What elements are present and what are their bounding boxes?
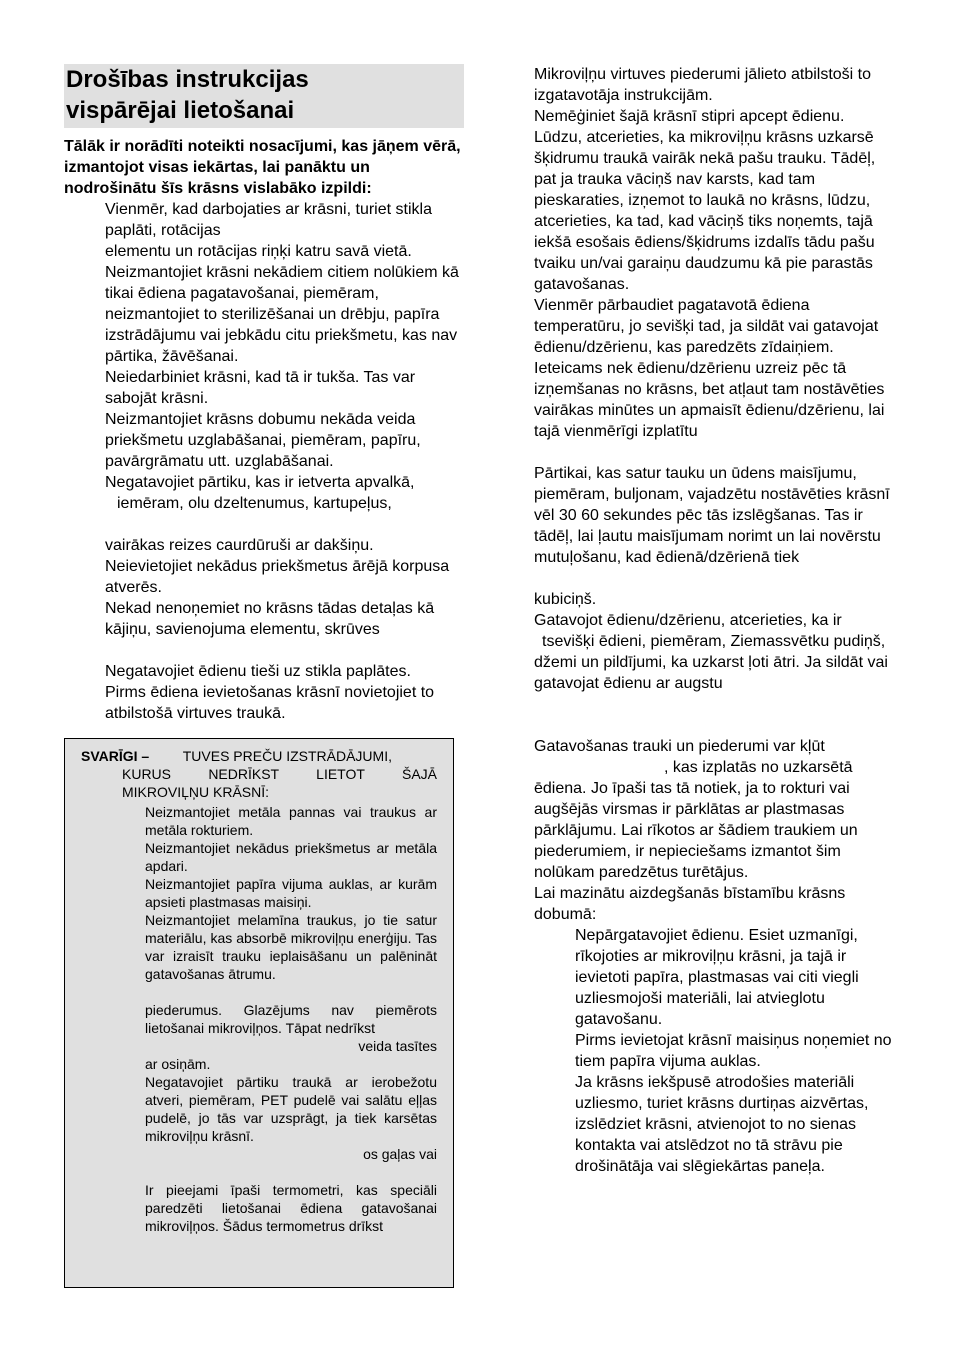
- paragraph: Mikroviļņu virtuves piederumi jālieto atbilstoši to izgatavotāja instrukcijām.: [534, 66, 872, 104]
- notice-item: Neizmantojiet nekādus priekšmetus ar metāla apdari.: [145, 840, 437, 874]
- notice-item: Neizmantojiet metāla pannas vai traukus ar metāla rokturiem.: [145, 804, 437, 838]
- left-column: [64, 64, 464, 724]
- notice-item: veida tasītes: [358, 1038, 437, 1054]
- list-item: iemēram, olu dzeltenumus, kartupeļus,: [117, 495, 392, 512]
- notice-title-line-1: TUVES PREČU IZSTRĀDĀJUMI,: [182, 748, 392, 764]
- paragraph: Gatavojot ēdienu/dzērienu, atcerieties, ka ir: [534, 612, 842, 629]
- fire-safety-list: [534, 925, 894, 1177]
- important-notice-box: [64, 738, 454, 1288]
- heading-line-1: Drošības instrukcijas: [66, 66, 309, 93]
- right-column: [534, 64, 894, 1177]
- notice-item: Negatavojiet pārtiku traukā ar ierobežotu atveri, piemēram, PET pudelē vai salātu eļļas pudelē, jo tās var uzsprāgt, ja tiek karsētas mikroviļņu krāsnī.: [145, 1074, 437, 1144]
- notice-item: Neizmantojiet papīra vijuma auklas, ar kurām apsieti plastmasas maisiņi.: [145, 876, 437, 910]
- paragraph: , kas izplatās no uzkarsētā ēdiena. Jo īpaši tas tā notiek, ja to rokturi vai augšējās virsmas ir pārklātas ar plastmasas pārklājumu. Lai rīkotos ar šādiem traukiem un piederumiem, ir nepieciešams izmantot šim nolūkam paredzētus turētājus.: [534, 759, 858, 881]
- notice-title-line-3: MIKROVIĻŅU KRĀSNĪ:: [122, 784, 270, 800]
- list-item: Neievietojiet nekādus priekšmetus ārējā korpusa atverēs.: [105, 558, 450, 596]
- safety-list: [64, 199, 464, 724]
- notice-item: os gaļas vai: [363, 1146, 437, 1162]
- list-item: elementu un rotācijas riņķi katru savā vietā.: [105, 243, 412, 260]
- list-item: Negatavojiet ēdienu tieši uz stikla paplātes.: [105, 663, 411, 680]
- notice-item: Neizmantojiet melamīna traukus, jo tie satur materiālu, kas absorbē mikroviļņu enerģiju. Tas var izraisīt trauku ieplaisāšanu un palēnināt gatavošanas ātrumu.: [145, 912, 437, 982]
- list-item: Pirms ēdiena ievietošanas krāsnī novietojiet to atbilstošā virtuves traukā.: [105, 684, 435, 722]
- section-heading: [64, 64, 464, 128]
- paragraph: Lūdzu, atcerieties, ka mikroviļņu krāsns uzkarsē šķidrumu traukā vairāk nekā pašu trauku. Tādēļ, pat ja trauka vāciņš nav karsts, kad tam pieskaraties, izņemot to laukā no krāsns, lūdzu, atcerieties, ka tad, kad vāciņš tiks noņemts, tajā iekšā esošais ēdiens/šķidrums izdalīs tādu pašu tvaiku un/vai garaiņu daudzumu kā pie parastās gatavošanas.: [534, 129, 876, 293]
- paragraph: Gatavošanas trauki un piederumi var kļūt: [534, 738, 825, 755]
- list-item: Ja krāsns iekšpusē atrodošies materiāli uzliesmo, turiet krāsns durtiņas aizvērtas, izslēdziet krāsni, atvienojot to no sienas kontakta vai atslēdzot no tā strāvu pie drošinātāja vai slēgiekārtas paneļa.: [575, 1074, 869, 1175]
- notice-title-line-2: KURUS NEDRĪKST LIETOT ŠAJĀ: [122, 766, 437, 782]
- list-item: Nepārgatavojiet ēdienu. Esiet uzmanīgi, rīkojoties ar mikroviļņu krāsni, ja tajā ir ievietoti papīra, plastmasas vai citi viegli uzliesmojoši materiāli, lai atvieglotu gatavošanu.: [575, 927, 859, 1028]
- list-item: Negatavojiet pārtiku, kas ir ietverta apvalkā,: [105, 474, 415, 491]
- notice-item: Ir pieejami īpaši termometri, kas speciāli paredzēti lietošanai ēdiena gatavošanai mikroviļņos. Šādus termometrus drīkst: [145, 1182, 437, 1234]
- notice-item: piederumus. Glazējums nav piemērots lietošanai mikroviļņos. Tāpat nedrīkst: [145, 1002, 437, 1036]
- paragraph: kubiciņš.: [534, 591, 597, 608]
- list-item: Pirms ievietojat krāsnī maisiņus noņemiet no tiem papīra vijuma auklas.: [575, 1032, 892, 1070]
- notice-label: SVARĪGI –: [81, 748, 150, 764]
- paragraph: Lai mazinātu aizdegšanās bīstamību krāsns dobumā:: [534, 885, 846, 923]
- heading-line-2: vispārējai lietošanai: [66, 97, 295, 124]
- paragraph: Vienmēr pārbaudiet pagatavotā ēdiena temperatūru, jo sevišķi tad, ja sildāt vai gatavojat ēdienu/dzērienu, kas paredzēts zīdaiņiem. Ieteicams nek ēdienu/dzērienu uzreiz pēc tā izņemšanas no krāsns, bet atļaut tam nostāvēties vairākas minūtes un apmaisīt ēdienu/dzērienu, lai tajā vienmērīgi izplatītu: [534, 297, 885, 440]
- intro-text: Tālāk ir norādīti noteikti nosacījumi, kas jāņem vērā, izmantojot visas iekārtas, lai panāktu un nodrošinātu šīs krāsns vislabāko izpildi:: [64, 138, 461, 197]
- heading-title: [66, 64, 464, 126]
- paragraph: tsevišķi ēdieni, piemēram, Ziemassvētku pudiņš, džemi un pildījumi, ka uzkarst ļoti ātri. Ja sildāt vai gatavojat ēdienu ar augstu: [534, 633, 888, 692]
- notice-item: ar osiņām.: [145, 1056, 211, 1072]
- paragraph: Pārtikai, kas satur tauku un ūdens maisījumu, piemēram, buljonam, vajadzētu nostāvēties krāsnī vēl 30 60 sekundes pēc tās izslēgšanas. Tas ir tādēļ, lai ļautu maisījumam norimt un lai novērstu mutuļošanu, kad ēdienā/dzērienā tiek: [534, 465, 890, 566]
- notice-title: [81, 747, 437, 801]
- list-item: Nekad nenoņemiet no krāsns tādas detaļas kā kājiņu, savienojuma elementu, skrūves: [105, 600, 435, 638]
- list-item: Neiedarbiniet krāsni, kad tā ir tukša. Tas var sabojāt krāsni.: [105, 369, 416, 407]
- paragraph: Nemēģiniet šajā krāsnī stipri apcept ēdienu.: [534, 108, 845, 125]
- list-item: Neizmantojiet krāsni nekādiem citiem nolūkiem kā tikai ēdiena pagatavošanai, piemēram, neizmantojiet to sterilizēšanai un drēbju, papīra izstrādājumu vai jebkādu citu priekšmetu, kas nav pārtika, žāvēšanai.: [105, 264, 459, 365]
- list-item: Vienmēr, kad darbojaties ar krāsni, turiet stikla paplāti, rotācijas: [105, 201, 432, 239]
- list-item: vairākas reizes caurdūruši ar dakšiņu.: [105, 537, 374, 554]
- list-item: Neizmantojiet krāsns dobumu nekāda veida priekšmetu uzglabāšanai, piemēram, papīru, pavārgrāmatu utt. uzglabāšanai.: [105, 411, 421, 470]
